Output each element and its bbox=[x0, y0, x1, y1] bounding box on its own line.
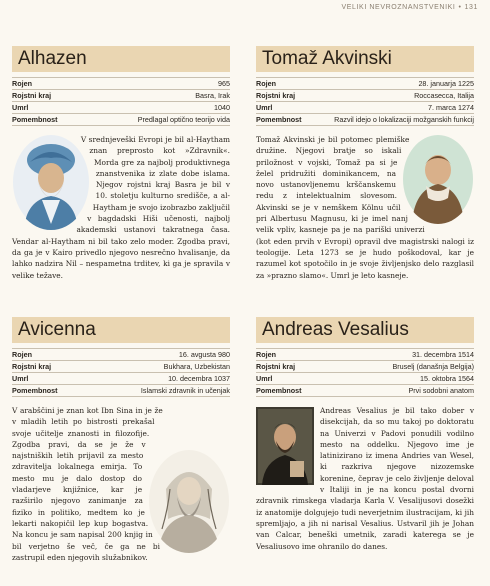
fact-row bbox=[12, 385, 230, 397]
renaissance-man-portrait-icon bbox=[256, 407, 314, 485]
running-head-separator: • bbox=[458, 4, 462, 11]
fact-row bbox=[256, 102, 474, 114]
page-number: 131 bbox=[464, 4, 478, 11]
fact-value: 1040 bbox=[82, 102, 230, 114]
fact-label: Rojstni kraj bbox=[12, 361, 82, 373]
fact-value: Predlagal optično teorijo vida bbox=[82, 114, 230, 126]
fact-row bbox=[12, 78, 230, 90]
fact-label: Pomembnost bbox=[12, 385, 82, 397]
card-title: Tomaž Akvinski bbox=[256, 46, 474, 72]
fact-value: Prvi sodobni anatom bbox=[326, 385, 474, 397]
bearded-sage-portrait-icon bbox=[148, 449, 230, 553]
bio-text: Tomaž Akvinski je bil potomec plemiške družine. Njegovi bratje so iskali priložnost v vojski, Tomaž pa si je želel pridružiti dominikancem, na novo ustanovljenemu krščanskemu redu z intelektualnim slovesom. Akvinski se je v nemškem Kölnu učil pri Albertusu Magnusu, ki je imel nanj velik vpliv, kasneje pa je na pariški univerzi (kot eden prvih v Evropi) opravil dve magistrski nalogi iz teologije. Leta 1273 se je hudo poškodoval, kar je razumel kot spotočilo in je svoje življenjsko delo razglasil za »prazno slamo«. Umrl je leto kasneje. bbox=[256, 135, 474, 280]
running-head bbox=[341, 4, 478, 11]
fact-label: Umrl bbox=[256, 102, 326, 114]
fact-label: Pomembnost bbox=[12, 114, 82, 126]
fact-label: Pomembnost bbox=[256, 385, 326, 397]
fact-value: 16. avgusta 980 bbox=[82, 349, 230, 361]
fact-value: Roccasecca, Italija bbox=[326, 90, 474, 102]
facts-table bbox=[256, 77, 474, 126]
fact-value: 28. januarja 1225 bbox=[326, 78, 474, 90]
card-title: Alhazen bbox=[12, 46, 230, 72]
turbaned-scholar-portrait-icon bbox=[12, 134, 90, 230]
card-title: Andreas Vesalius bbox=[256, 317, 474, 343]
fact-label: Rojen bbox=[256, 78, 326, 90]
facts-table bbox=[12, 77, 230, 126]
fact-value: 7. marca 1274 bbox=[326, 102, 474, 114]
fact-row bbox=[12, 349, 230, 361]
bio-block bbox=[256, 134, 474, 281]
fact-label: Rojen bbox=[12, 78, 82, 90]
fact-row bbox=[12, 361, 230, 373]
fact-value: Razvil idejo o lokalizaciji možganskih funkcij bbox=[326, 114, 474, 126]
bio-text: V srednjeveški Evropi je bil al-Haytham znan preprosto kot »Zdravnik«. Morda gre za najbolj produktivnega znanstvenika iz zlate dobe islama. Njegov rojstni kraj Basra je bil v 10. stoletju kulturno središče, a al-Haytham je svojo izobrazbo zaključil v bagdadski Hiši učenosti, najbolj akademski ustanovi takratnega časa. Vendar al-Haytham ni bil tako zelo moder. Zgodba pravi, da ga je v Kairo privedlo njegovo nesrečno hvalisanje, da lahko nadzira Nil – nespametna trditev, ki ga je spravila v velike težave. bbox=[12, 135, 230, 280]
fact-label: Rojstni kraj bbox=[256, 90, 326, 102]
fact-label: Rojen bbox=[12, 349, 82, 361]
card-avicenna bbox=[12, 317, 230, 563]
facts-table bbox=[256, 348, 474, 397]
bio-block bbox=[256, 405, 474, 552]
fact-value: Bruselj (današnja Belgija) bbox=[326, 361, 474, 373]
fact-row bbox=[256, 349, 474, 361]
fact-value: 10. decembra 1037 bbox=[82, 373, 230, 385]
fact-row bbox=[12, 102, 230, 114]
fact-label: Umrl bbox=[256, 373, 326, 385]
fact-row bbox=[256, 361, 474, 373]
running-head-title: VELIKI NEVROZNANSTVENIKI bbox=[341, 4, 456, 11]
bio-text: Andreas Vesalius je bil tako dober v disekcijah, da so mu takoj po doktoratu na Univerzi v Padovi ponudili vodilno mesto na oddelku. Njegovo ime je latinizirano iz imena Andries van Wesel, ki razkriva njegove nizozemske korenine, čeprav je celo življenje deloval v Italiji in je na koncu postal dvorni zdravnik rimskega vladarja Karla V. Vesalijusovi dosežki iz anatomije dolgujejo tudi neverjetnim ilustracijam, ki jih spremljajo, a jih ni narisal Vesalius. Ustvaril jih je Johan van Calcar, beneški umetnik, zaradi katerega se je Vesaliusovo ime ohranilo do danes. bbox=[256, 406, 474, 551]
fact-label: Rojstni kraj bbox=[256, 361, 326, 373]
fact-row bbox=[256, 78, 474, 90]
fact-row bbox=[12, 114, 230, 126]
fact-row bbox=[12, 373, 230, 385]
fact-value: Islamski zdravnik in učenjak bbox=[82, 385, 230, 397]
fact-label: Rojstni kraj bbox=[12, 90, 82, 102]
fact-label: Rojen bbox=[256, 349, 326, 361]
fact-row bbox=[256, 90, 474, 102]
monk-portrait-icon bbox=[402, 134, 474, 224]
fact-row bbox=[256, 373, 474, 385]
card-vesalius bbox=[256, 317, 474, 552]
fact-row bbox=[256, 385, 474, 397]
bio-text: V arabščini je znan kot Ibn Sina in je že v mladih letih po bistrosti prekašal svoje učitelje znanosti in filozofije. Zgodba pravi, da se je že v najstniških letih prijavil za mesto zdravitelja lokalnega emirja. To mesto mu je dalo dostop do vladarjeve knjižnice, kar je razširilo njegovo zanimanje za fiziko in politiko, medtem ko je lekarti nakopičil lep kup bogastva. Na koncu je sam napisal 200 knjig in bil verjetno še več, če ga ne bi zastrupil eden njegovih služabnikov. bbox=[12, 406, 163, 562]
fact-value: 965 bbox=[82, 78, 230, 90]
fact-row bbox=[12, 90, 230, 102]
fact-value: Basra, Irak bbox=[82, 90, 230, 102]
bio-block bbox=[12, 405, 230, 563]
bio-block bbox=[12, 134, 230, 281]
card-akvinski bbox=[256, 46, 474, 281]
fact-row bbox=[256, 114, 474, 126]
fact-label: Umrl bbox=[12, 373, 82, 385]
fact-value: 31. decembra 1514 bbox=[326, 349, 474, 361]
fact-value: 15. oktobra 1564 bbox=[326, 373, 474, 385]
facts-table bbox=[12, 348, 230, 397]
fact-label: Pomembnost bbox=[256, 114, 326, 126]
card-alhazen bbox=[12, 46, 230, 281]
fact-value: Bukhara, Uzbekistan bbox=[82, 361, 230, 373]
card-title: Avicenna bbox=[12, 317, 230, 343]
fact-label: Umrl bbox=[12, 102, 82, 114]
